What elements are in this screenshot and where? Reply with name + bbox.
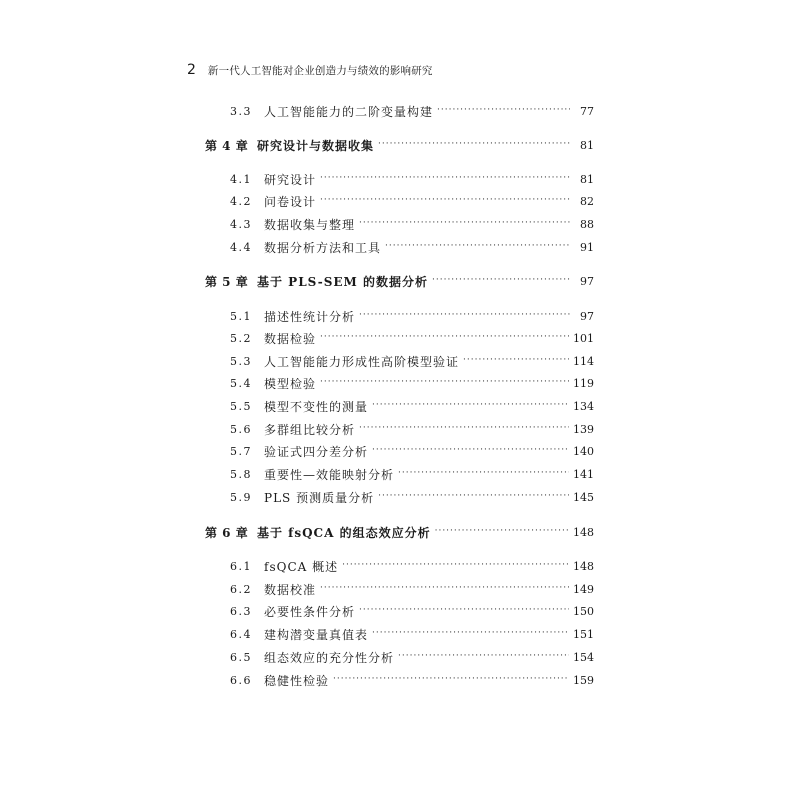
toc-entry-title: PLS 预测质量分析 — [264, 490, 375, 505]
dot-leader — [385, 241, 570, 253]
dot-leader — [372, 445, 569, 457]
toc-section-entry — [230, 306, 594, 326]
toc-entry-number: 4.3 — [230, 217, 252, 231]
toc-entry-title: 必要性条件分析 — [264, 604, 356, 619]
dot-leader — [372, 628, 569, 640]
toc-entry-page-number: 77 — [580, 104, 594, 118]
toc-section-entry — [230, 351, 594, 371]
dot-leader — [372, 400, 569, 412]
toc-section-entry — [230, 169, 594, 189]
toc-section-entry — [230, 670, 594, 690]
toc-section-entry — [230, 647, 594, 667]
toc-entry-page-number: 119 — [573, 376, 594, 390]
toc-entry-title: 描述性统计分析 — [264, 309, 356, 324]
toc-entry-page-number: 148 — [573, 525, 594, 539]
toc-entry-page-number: 139 — [573, 422, 594, 436]
dot-leader — [463, 355, 569, 367]
toc-entry-page-number: 88 — [580, 217, 594, 231]
toc-section-entry — [230, 419, 594, 439]
dot-leader — [320, 583, 569, 595]
toc-entry-title: 建构潜变量真值表 — [264, 627, 369, 642]
toc-entry-title: 研究设计 — [264, 172, 317, 187]
dot-leader — [320, 173, 570, 185]
toc-entry-number: 5.8 — [230, 467, 252, 481]
toc-section-entry — [230, 624, 594, 644]
toc-entry-number: 6.3 — [230, 604, 252, 618]
toc-entry-number: 5.7 — [230, 444, 252, 458]
toc-entry-number: 3.3 — [230, 104, 252, 118]
toc-entry-page-number: 154 — [573, 650, 594, 664]
toc-entry-number: 5.6 — [230, 422, 252, 436]
toc-entry-number: 4.1 — [230, 172, 252, 186]
toc-section-entry — [230, 396, 594, 416]
toc-entry-number: 4.4 — [230, 240, 252, 254]
toc-entry-page-number: 114 — [573, 354, 594, 368]
toc-section-entry — [230, 601, 594, 621]
dot-leader — [378, 491, 569, 503]
toc-entry-title: 人工智能能力的二阶变量构建 — [264, 104, 434, 119]
toc-entry-title: 模型不变性的测量 — [264, 399, 369, 414]
dot-leader — [320, 195, 570, 207]
toc-chapter-entry — [205, 135, 594, 155]
toc-entry-number: 5.3 — [230, 354, 252, 368]
toc-entry-page-number: 141 — [573, 467, 594, 481]
toc-section-entry — [230, 464, 594, 484]
toc-entry-page-number: 82 — [580, 194, 594, 208]
dot-leader — [342, 560, 569, 572]
dot-leader — [378, 139, 570, 151]
toc-entry-page-number: 134 — [573, 399, 594, 413]
toc-entry-title: 验证式四分差分析 — [264, 444, 369, 459]
toc-entry-page-number: 148 — [573, 559, 594, 573]
toc-entry-number: 5.4 — [230, 376, 252, 390]
toc-entry-number: 5.1 — [230, 309, 252, 323]
toc-section-entry — [230, 373, 594, 393]
toc-entry-number: 5.2 — [230, 331, 252, 345]
toc-entry-number: 第 5 章 — [205, 274, 249, 289]
toc-entry-page-number: 97 — [580, 309, 594, 323]
toc-entry-number: 5.9 — [230, 490, 252, 504]
toc-entry-title: 人工智能能力形成性高阶模型验证 — [264, 354, 460, 369]
toc-entry-number: 第 6 章 — [205, 525, 249, 540]
toc-entry-page-number: 145 — [573, 490, 594, 504]
toc-entry-number: 5.5 — [230, 399, 252, 413]
dot-leader — [359, 423, 569, 435]
toc-section-entry — [230, 579, 594, 599]
toc-section-entry — [230, 328, 594, 348]
toc-section-entry — [230, 441, 594, 461]
toc-entry-page-number: 91 — [580, 240, 594, 254]
toc-entry-page-number: 101 — [573, 331, 594, 345]
dot-leader — [398, 651, 569, 663]
dot-leader — [398, 468, 569, 480]
page-number: 2 — [187, 62, 196, 78]
toc-entry-title: 基于 PLS-SEM 的数据分析 — [257, 274, 428, 289]
toc-entry-title: 组态效应的充分性分析 — [264, 650, 395, 665]
toc-entry-page-number: 150 — [573, 604, 594, 618]
toc-entry-title: 数据校准 — [264, 582, 317, 597]
toc-section-entry — [230, 101, 594, 121]
toc-entry-title: fsQCA 概述 — [264, 559, 339, 574]
toc-entry-number: 6.5 — [230, 650, 252, 664]
dot-leader — [320, 332, 569, 344]
toc-entry-title: 模型检验 — [264, 376, 317, 391]
toc-section-entry — [230, 191, 594, 211]
toc-entry-page-number: 140 — [573, 444, 594, 458]
toc-section-entry — [230, 487, 594, 507]
toc-entry-title: 稳健性检验 — [264, 673, 330, 688]
toc-entry-number: 4.2 — [230, 194, 252, 208]
toc-section-entry — [230, 556, 594, 576]
dot-leader — [333, 674, 569, 686]
dot-leader — [432, 275, 570, 287]
toc-entry-page-number: 81 — [580, 138, 594, 152]
toc-entry-page-number: 97 — [580, 274, 594, 288]
toc-entry-number: 6.2 — [230, 582, 252, 596]
dot-leader — [435, 526, 569, 538]
toc-chapter-entry — [205, 271, 594, 291]
toc-entry-title: 数据检验 — [264, 331, 317, 346]
dot-leader — [359, 310, 570, 322]
toc-entry-title: 数据分析方法和工具 — [264, 240, 382, 255]
toc-entry-title: 问卷设计 — [264, 194, 317, 209]
book-title: 新一代人工智能对企业创造力与绩效的影响研究 — [207, 65, 433, 77]
toc-entry-number: 6.6 — [230, 673, 252, 687]
toc-entry-title: 重要性—效能映射分析 — [264, 467, 395, 482]
toc-entry-page-number: 81 — [580, 172, 594, 186]
toc-entry-number: 第 4 章 — [205, 138, 249, 153]
dot-leader — [320, 377, 569, 389]
dot-leader — [437, 105, 570, 117]
toc-entry-title: 基于 fsQCA 的组态效应分析 — [257, 525, 431, 540]
toc-entry-title: 研究设计与数据收集 — [257, 138, 375, 153]
toc-entry-number: 6.1 — [230, 559, 252, 573]
toc-entry-page-number: 159 — [573, 673, 594, 687]
toc-chapter-entry — [205, 522, 594, 542]
toc-entry-number: 6.4 — [230, 627, 252, 641]
dot-leader — [359, 605, 569, 617]
dot-leader — [359, 218, 570, 230]
toc-section-entry — [230, 214, 594, 234]
toc-entry-page-number: 151 — [573, 627, 594, 641]
toc-entry-page-number: 149 — [573, 582, 594, 596]
toc-entry-title: 数据收集与整理 — [264, 217, 356, 232]
toc-entry-title: 多群组比较分析 — [264, 422, 356, 437]
toc-section-entry — [230, 237, 594, 257]
